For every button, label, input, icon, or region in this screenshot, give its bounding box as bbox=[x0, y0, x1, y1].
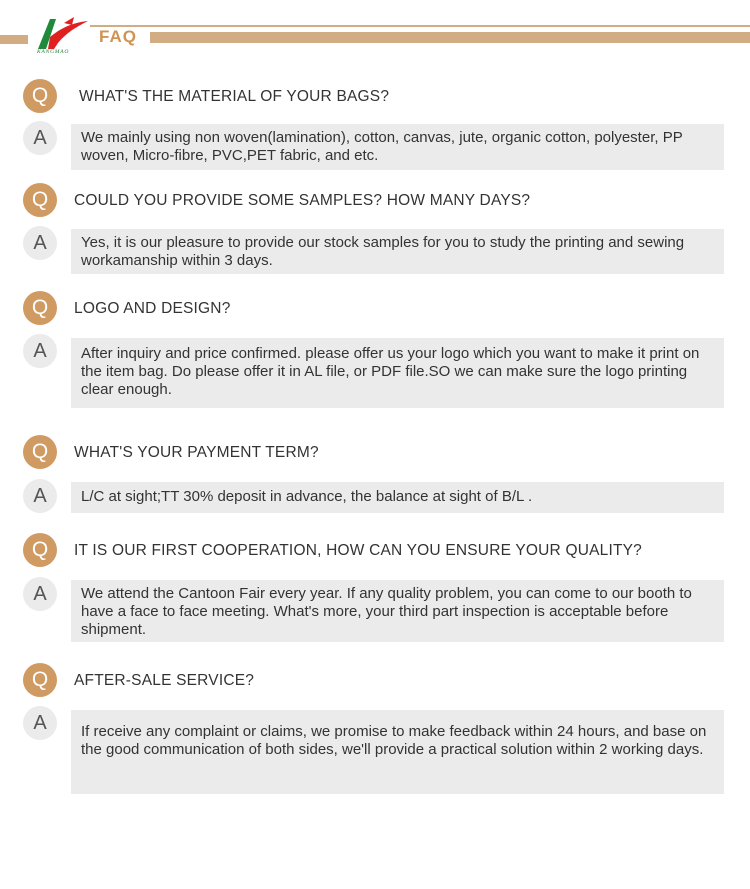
question-badge: Q bbox=[23, 79, 57, 113]
question-badge: Q bbox=[23, 533, 57, 567]
question-badge: Q bbox=[23, 183, 57, 217]
answer-text: If receive any complaint or claims, we promise to make feedback within 24 hours, and base on the good communication of both sides, we'll provide a practical solution within 2 working days. bbox=[71, 710, 724, 794]
header-line-left bbox=[0, 35, 28, 44]
question-text: WHAT'S THE MATERIAL OF YOUR BAGS? bbox=[79, 88, 390, 105]
question-badge: Q bbox=[23, 435, 57, 469]
logo-text: KANGMAO bbox=[37, 49, 70, 55]
answer-badge: A bbox=[23, 226, 57, 260]
answer-badge: A bbox=[23, 121, 57, 155]
answer-badge: A bbox=[23, 706, 57, 740]
question-badge: Q bbox=[23, 291, 57, 325]
question-text: LOGO AND DESIGN? bbox=[74, 300, 231, 317]
question-badge: Q bbox=[23, 663, 57, 697]
question-text: COULD YOU PROVIDE SOME SAMPLES? HOW MANY DAYS? bbox=[74, 192, 531, 209]
answer-badge: A bbox=[23, 334, 57, 368]
page-title: FAQ bbox=[99, 27, 137, 46]
question-text: IT IS OUR FIRST COOPERATION, HOW CAN YOU ENSURE YOUR QUALITY? bbox=[74, 542, 642, 559]
answer-badge: A bbox=[23, 479, 57, 513]
answer-badge: A bbox=[23, 577, 57, 611]
answer-text: Yes, it is our pleasure to provide our stock samples for you to study the printing and sewing workamanship within 3 days. bbox=[71, 229, 724, 274]
header-line-top bbox=[90, 25, 750, 27]
answer-text: L/C at sight;TT 30% deposit in advance, the balance at sight of B/L . bbox=[71, 482, 724, 513]
header-line-right bbox=[150, 32, 750, 43]
answer-text: We attend the Cantoon Fair every year. If any quality problem, you can come to our booth to have a face to face meeting. What's more, your third part inspection is acceptable before shipment. bbox=[71, 580, 724, 642]
answer-text: We mainly using non woven(lamination), cotton, canvas, jute, organic cotton, polyester, PP woven, Micro-fibre, PVC,PET fabric, and etc. bbox=[71, 124, 724, 170]
question-text: AFTER-SALE SERVICE? bbox=[74, 672, 255, 689]
question-text: WHAT'S YOUR PAYMENT TERM? bbox=[74, 444, 319, 461]
faq-header bbox=[0, 0, 750, 70]
answer-text: After inquiry and price confirmed. please offer us your logo which you want to make it print on the item bag. Do please offer it in AL file, or PDF file.SO we can make sure the logo printing clear enough. bbox=[71, 338, 724, 408]
